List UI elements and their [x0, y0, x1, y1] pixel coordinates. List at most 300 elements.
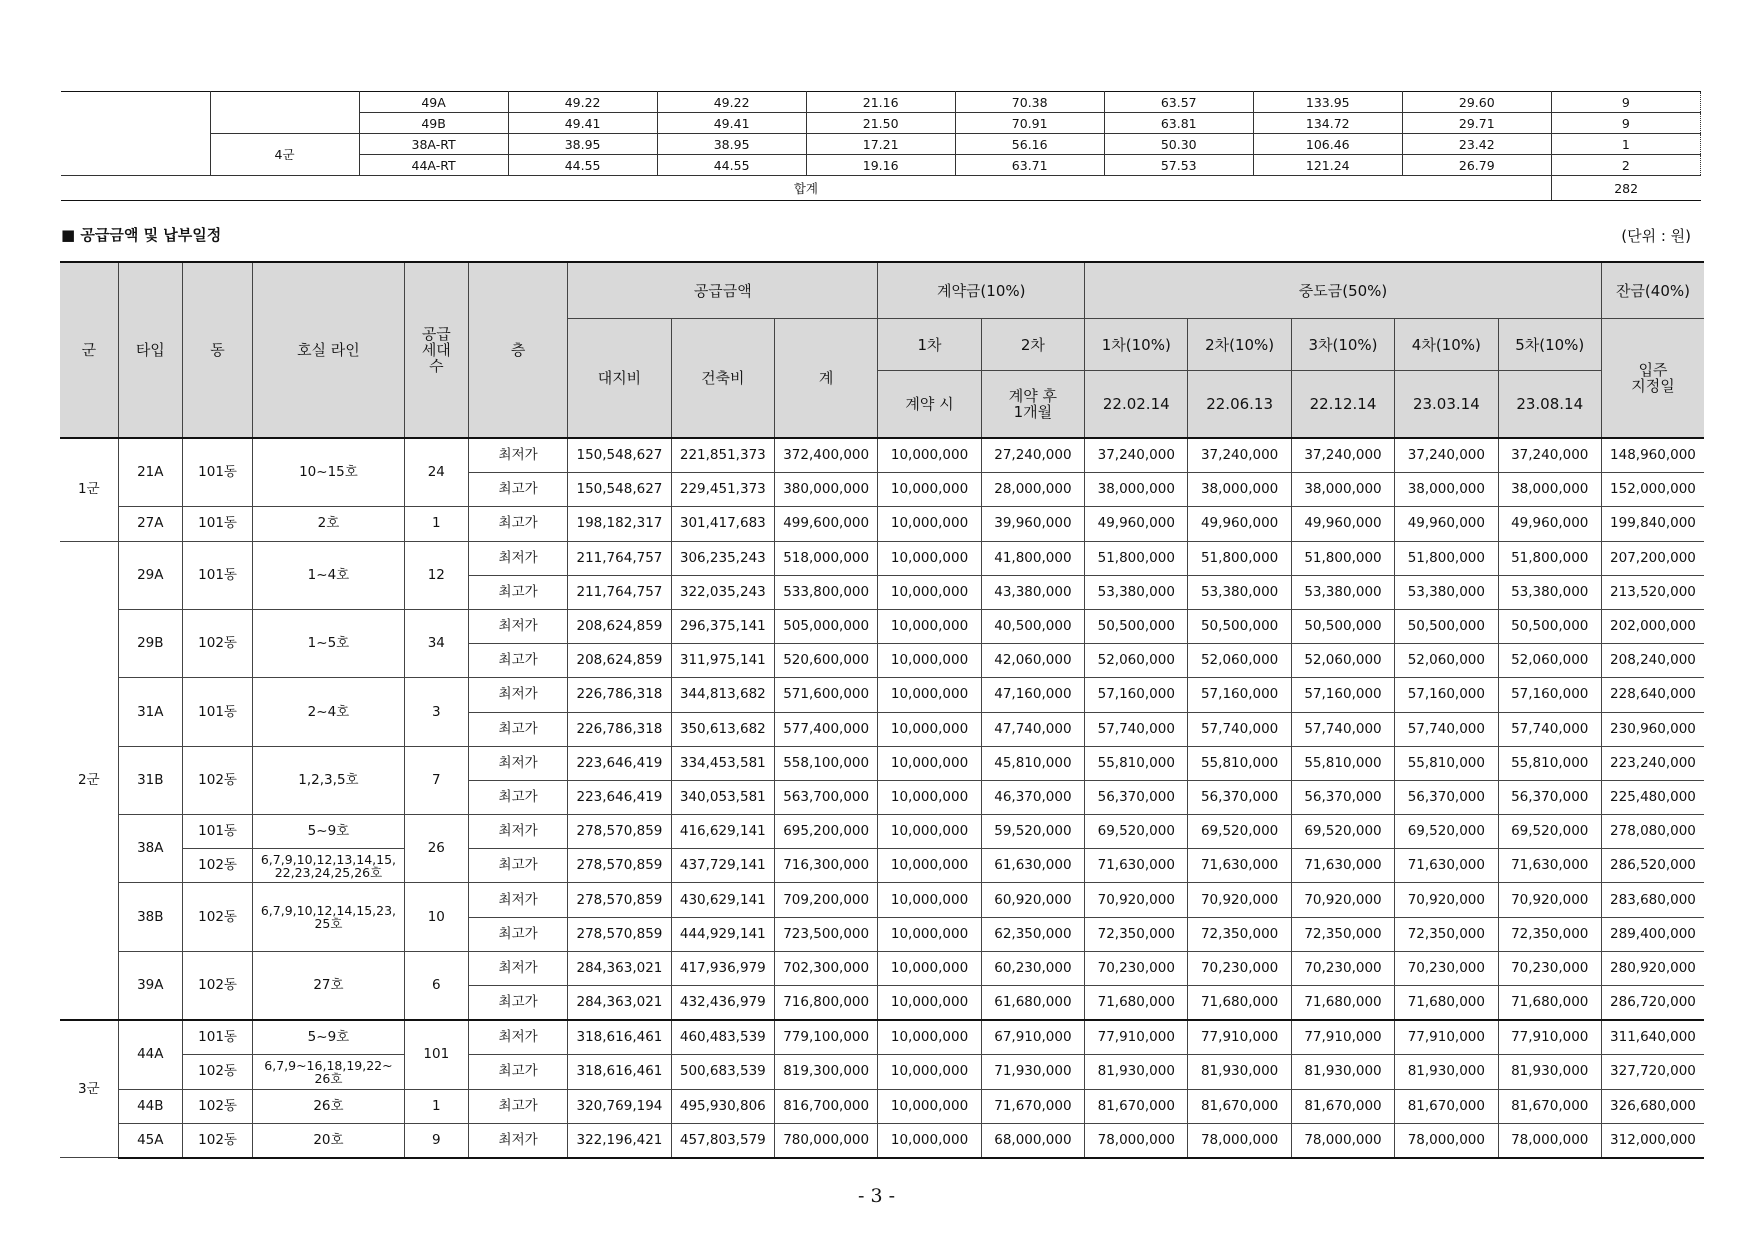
price-cell: 289,400,000 [1601, 917, 1704, 951]
price-cell: 10,000,000 [878, 541, 981, 575]
price-cell: 70,230,000 [1395, 951, 1498, 985]
price-cell: 57,160,000 [1395, 678, 1498, 712]
header-date1: 22.02.14 [1085, 371, 1188, 439]
total-label: 합계 [61, 176, 1551, 201]
units-cell: 24 [404, 438, 468, 507]
price-cell: 199,840,000 [1601, 507, 1704, 541]
table-row [60, 815, 1704, 849]
price-cell: 57,740,000 [1085, 712, 1188, 746]
price-cell: 10,000,000 [878, 678, 981, 712]
price-cell: 301,417,683 [671, 507, 774, 541]
price-cell: 52,060,000 [1395, 644, 1498, 678]
price-cell: 56,370,000 [1188, 780, 1291, 814]
price-cell: 49,960,000 [1395, 507, 1498, 541]
price-cell: 500,683,539 [671, 1055, 774, 1089]
floor-cell: 최고가 [468, 644, 567, 678]
dong-cell: 101동 [182, 678, 252, 746]
price-cell: 306,235,243 [671, 541, 774, 575]
dong-cell: 102동 [182, 883, 252, 951]
price-cell: 518,000,000 [774, 541, 877, 575]
price-cell: 71,630,000 [1498, 849, 1601, 883]
price-cell: 50,500,000 [1188, 609, 1291, 643]
price-cell: 71,680,000 [1291, 986, 1394, 1021]
table-row [60, 609, 1704, 643]
price-cell: 57,740,000 [1498, 712, 1601, 746]
value-cell: 134.72 [1253, 113, 1402, 134]
group-cell: 3군 [60, 1020, 118, 1158]
header-units: 공급 세대 수 [404, 262, 468, 438]
value-cell: 49.22 [657, 92, 806, 113]
value-cell: 44.55 [508, 155, 657, 176]
price-cell: 327,720,000 [1601, 1055, 1704, 1089]
price-cell: 70,230,000 [1498, 951, 1601, 985]
price-cell: 284,363,021 [568, 986, 671, 1021]
price-cell: 37,240,000 [1498, 438, 1601, 473]
price-cell: 49,960,000 [1085, 507, 1188, 541]
price-cell: 10,000,000 [878, 917, 981, 951]
price-cell: 344,813,682 [671, 678, 774, 712]
price-cell: 221,851,373 [671, 438, 774, 473]
value-cell: 49.41 [657, 113, 806, 134]
price-cell: 69,520,000 [1395, 815, 1498, 849]
value-cell: 29.71 [1402, 113, 1551, 134]
table-row [60, 678, 1704, 712]
floor-cell: 최고가 [468, 1089, 567, 1123]
price-cell: 819,300,000 [774, 1055, 877, 1089]
price-cell: 81,670,000 [1085, 1089, 1188, 1123]
price-cell: 520,600,000 [774, 644, 877, 678]
value-cell: 9 [1551, 92, 1700, 113]
price-cell: 72,350,000 [1188, 917, 1291, 951]
price-cell: 150,548,627 [568, 438, 671, 473]
units-cell: 10 [404, 883, 468, 951]
type-cell: 21A [118, 438, 182, 507]
price-cell: 340,053,581 [671, 780, 774, 814]
price-cell: 38,000,000 [1291, 473, 1394, 507]
price-cell: 10,000,000 [878, 986, 981, 1021]
dong-cell: 101동 [182, 541, 252, 609]
price-cell: 72,350,000 [1085, 917, 1188, 951]
price-cell: 322,035,243 [671, 575, 774, 609]
price-cell: 57,160,000 [1498, 678, 1601, 712]
table-row [60, 1020, 1704, 1055]
floor-cell: 최저가 [468, 746, 567, 780]
blank-cell [61, 92, 210, 176]
floor-cell: 최고가 [468, 986, 567, 1021]
price-cell: 10,000,000 [878, 815, 981, 849]
price-cell: 280,920,000 [1601, 951, 1704, 985]
price-cell: 77,910,000 [1395, 1020, 1498, 1055]
floor-cell: 최고가 [468, 917, 567, 951]
price-cell: 81,670,000 [1291, 1089, 1394, 1123]
price-cell: 723,500,000 [774, 917, 877, 951]
price-cell: 38,000,000 [1085, 473, 1188, 507]
price-cell: 150,548,627 [568, 473, 671, 507]
header-building: 건축비 [671, 319, 774, 439]
price-cell: 62,350,000 [981, 917, 1084, 951]
header-land: 대지비 [568, 319, 671, 439]
price-cell: 208,240,000 [1601, 644, 1704, 678]
price-cell: 320,769,194 [568, 1089, 671, 1123]
price-cell: 226,786,318 [568, 712, 671, 746]
line-cell: 26호 [253, 1089, 405, 1123]
price-cell: 533,800,000 [774, 575, 877, 609]
price-cell: 78,000,000 [1188, 1123, 1291, 1158]
type-cell: 45A [118, 1123, 182, 1158]
type-cell: 29B [118, 609, 182, 677]
line-cell: 1~4호 [253, 541, 405, 609]
floor-cell: 최고가 [468, 1055, 567, 1089]
floor-cell: 최저가 [468, 678, 567, 712]
price-cell: 51,800,000 [1291, 541, 1394, 575]
dong-cell: 102동 [182, 609, 252, 677]
price-cell: 57,160,000 [1188, 678, 1291, 712]
line-cell: 1,2,3,5호 [253, 746, 405, 814]
price-cell: 53,380,000 [1188, 575, 1291, 609]
header-sum: 계 [774, 319, 877, 439]
price-cell: 47,160,000 [981, 678, 1084, 712]
price-cell: 499,600,000 [774, 507, 877, 541]
units-cell: 3 [404, 678, 468, 746]
header-balance-when: 입주 지정일 [1601, 319, 1704, 439]
price-cell: 278,570,859 [568, 849, 671, 883]
price-cell: 286,520,000 [1601, 849, 1704, 883]
dong-cell: 102동 [182, 951, 252, 1020]
price-cell: 460,483,539 [671, 1020, 774, 1055]
price-cell: 709,200,000 [774, 883, 877, 917]
header-balance: 잔금(40%) [1601, 262, 1704, 319]
price-cell: 563,700,000 [774, 780, 877, 814]
price-cell: 78,000,000 [1498, 1123, 1601, 1158]
price-cell: 312,000,000 [1601, 1123, 1704, 1158]
value-cell: 1 [1551, 134, 1700, 155]
header-supply: 공급금액 [568, 262, 878, 319]
header-dep2: 2차 [981, 319, 1084, 371]
price-cell: 52,060,000 [1498, 644, 1601, 678]
price-cell: 37,240,000 [1291, 438, 1394, 473]
header-mid1: 1차(10%) [1085, 319, 1188, 371]
table-row [60, 1055, 1704, 1089]
price-cell: 278,570,859 [568, 883, 671, 917]
unit-note: (단위 : 원) [1621, 227, 1691, 245]
line-cell: 6,7,9,10,12,14,15,23, 25호 [253, 883, 405, 951]
line-cell: 10~15호 [253, 438, 405, 507]
price-cell: 55,810,000 [1498, 746, 1601, 780]
price-cell: 223,646,419 [568, 746, 671, 780]
price-cell: 45,810,000 [981, 746, 1084, 780]
value-cell: 57.53 [1104, 155, 1253, 176]
header-line: 호실 라인 [253, 262, 405, 438]
price-cell: 50,500,000 [1085, 609, 1188, 643]
value-cell: 17.21 [806, 134, 955, 155]
price-cell: 57,740,000 [1188, 712, 1291, 746]
value-cell: 9 [1551, 113, 1700, 134]
price-cell: 416,629,141 [671, 815, 774, 849]
price-cell: 61,680,000 [981, 986, 1084, 1021]
table-row [60, 1089, 1704, 1123]
price-cell: 318,616,461 [568, 1055, 671, 1089]
price-cell: 211,764,757 [568, 541, 671, 575]
value-cell: 21.16 [806, 92, 955, 113]
price-cell: 78,000,000 [1395, 1123, 1498, 1158]
price-cell: 10,000,000 [878, 780, 981, 814]
table-row [61, 134, 1701, 155]
header-date4: 23.03.14 [1395, 371, 1498, 439]
price-cell: 70,230,000 [1085, 951, 1188, 985]
dong-cell: 102동 [182, 1055, 252, 1089]
total-value: 282 [1551, 176, 1700, 201]
header-dep1: 1차 [878, 319, 981, 371]
floor-cell: 최고가 [468, 507, 567, 541]
price-cell: 56,370,000 [1291, 780, 1394, 814]
line-cell: 20호 [253, 1123, 405, 1158]
price-cell: 72,350,000 [1498, 917, 1601, 951]
price-cell: 55,810,000 [1395, 746, 1498, 780]
price-cell: 702,300,000 [774, 951, 877, 985]
floor-cell: 최고가 [468, 473, 567, 507]
line-cell: 6,7,9,10,12,13,14,15, 22,23,24,25,26호 [253, 849, 405, 883]
header-floor: 층 [468, 262, 567, 438]
type-cell: 38A [118, 815, 182, 883]
price-cell: 81,930,000 [1395, 1055, 1498, 1089]
price-cell: 444,929,141 [671, 917, 774, 951]
table-row [60, 507, 1704, 541]
price-cell: 38,000,000 [1498, 473, 1601, 507]
price-cell: 10,000,000 [878, 1089, 981, 1123]
price-cell: 213,520,000 [1601, 575, 1704, 609]
price-cell: 67,910,000 [981, 1020, 1084, 1055]
price-cell: 51,800,000 [1498, 541, 1601, 575]
area-table-continuation [61, 91, 1701, 201]
price-cell: 311,640,000 [1601, 1020, 1704, 1055]
price-cell: 318,616,461 [568, 1020, 671, 1055]
table-row [60, 951, 1704, 985]
header-dep2-when: 계약 후 1개월 [981, 371, 1084, 439]
price-cell: 49,960,000 [1498, 507, 1601, 541]
price-cell: 10,000,000 [878, 1123, 981, 1158]
type-cell: 38B [118, 883, 182, 951]
header-date5: 23.08.14 [1498, 371, 1601, 439]
price-cell: 779,100,000 [774, 1020, 877, 1055]
line-cell: 5~9호 [253, 815, 405, 849]
price-cell: 278,570,859 [568, 815, 671, 849]
supply-price-table [60, 261, 1704, 1159]
price-cell: 71,630,000 [1291, 849, 1394, 883]
blank-cell [210, 92, 359, 134]
type-cell: 38A-RT [359, 134, 508, 155]
price-cell: 208,624,859 [568, 644, 671, 678]
units-cell: 1 [404, 1089, 468, 1123]
price-cell: 716,800,000 [774, 986, 877, 1021]
price-cell: 56,370,000 [1498, 780, 1601, 814]
price-cell: 230,960,000 [1601, 712, 1704, 746]
price-cell: 278,570,859 [568, 917, 671, 951]
price-cell: 816,700,000 [774, 1089, 877, 1123]
price-cell: 225,480,000 [1601, 780, 1704, 814]
price-cell: 10,000,000 [878, 883, 981, 917]
price-cell: 77,910,000 [1498, 1020, 1601, 1055]
price-cell: 223,646,419 [568, 780, 671, 814]
header-type: 타입 [118, 262, 182, 438]
price-cell: 207,200,000 [1601, 541, 1704, 575]
price-cell: 10,000,000 [878, 644, 981, 678]
price-cell: 10,000,000 [878, 746, 981, 780]
value-cell: 21.50 [806, 113, 955, 134]
price-cell: 70,920,000 [1188, 883, 1291, 917]
units-cell: 1 [404, 507, 468, 541]
line-cell: 1~5호 [253, 609, 405, 677]
price-cell: 10,000,000 [878, 507, 981, 541]
dong-cell: 102동 [182, 1089, 252, 1123]
price-cell: 52,060,000 [1291, 644, 1394, 678]
price-cell: 350,613,682 [671, 712, 774, 746]
header-date3: 22.12.14 [1291, 371, 1394, 439]
price-cell: 695,200,000 [774, 815, 877, 849]
table-row [60, 541, 1704, 575]
price-cell: 51,800,000 [1395, 541, 1498, 575]
price-cell: 334,453,581 [671, 746, 774, 780]
type-cell: 49A [359, 92, 508, 113]
type-cell: 27A [118, 507, 182, 541]
price-cell: 69,520,000 [1291, 815, 1394, 849]
price-cell: 10,000,000 [878, 951, 981, 985]
price-cell: 57,160,000 [1291, 678, 1394, 712]
line-cell: 5~9호 [253, 1020, 405, 1055]
value-cell: 2 [1551, 155, 1700, 176]
price-cell: 229,451,373 [671, 473, 774, 507]
price-cell: 10,000,000 [878, 473, 981, 507]
header-mid4: 4차(10%) [1395, 319, 1498, 371]
units-cell: 7 [404, 746, 468, 814]
floor-cell: 최저가 [468, 609, 567, 643]
price-cell: 198,182,317 [568, 507, 671, 541]
price-cell: 38,000,000 [1188, 473, 1291, 507]
price-cell: 81,670,000 [1188, 1089, 1291, 1123]
price-cell: 70,920,000 [1395, 883, 1498, 917]
price-cell: 202,000,000 [1601, 609, 1704, 643]
price-cell: 69,520,000 [1085, 815, 1188, 849]
price-cell: 284,363,021 [568, 951, 671, 985]
type-cell: 44A [118, 1020, 182, 1089]
table-row [60, 746, 1704, 780]
price-cell: 72,350,000 [1395, 917, 1498, 951]
value-cell: 70.91 [955, 113, 1104, 134]
header-dong: 동 [182, 262, 252, 438]
price-cell: 49,960,000 [1291, 507, 1394, 541]
price-cell: 278,080,000 [1601, 815, 1704, 849]
price-cell: 53,380,000 [1498, 575, 1601, 609]
price-cell: 71,630,000 [1395, 849, 1498, 883]
floor-cell: 최고가 [468, 712, 567, 746]
value-cell: 63.57 [1104, 92, 1253, 113]
header-middle: 중도금(50%) [1085, 262, 1602, 319]
units-cell: 12 [404, 541, 468, 609]
value-cell: 106.46 [1253, 134, 1402, 155]
value-cell: 38.95 [508, 134, 657, 155]
price-cell: 71,630,000 [1188, 849, 1291, 883]
price-cell: 37,240,000 [1395, 438, 1498, 473]
header-dep1-when: 계약 시 [878, 371, 981, 439]
value-cell: 133.95 [1253, 92, 1402, 113]
header-mid5: 5차(10%) [1498, 319, 1601, 371]
header-mid2: 2차(10%) [1188, 319, 1291, 371]
price-cell: 55,810,000 [1188, 746, 1291, 780]
dong-cell: 101동 [182, 438, 252, 507]
table-row [60, 1123, 1704, 1158]
price-cell: 780,000,000 [774, 1123, 877, 1158]
price-cell: 42,060,000 [981, 644, 1084, 678]
price-cell: 10,000,000 [878, 609, 981, 643]
price-cell: 60,920,000 [981, 883, 1084, 917]
price-cell: 10,000,000 [878, 849, 981, 883]
price-cell: 57,740,000 [1291, 712, 1394, 746]
price-cell: 50,500,000 [1498, 609, 1601, 643]
price-cell: 55,810,000 [1085, 746, 1188, 780]
price-cell: 70,230,000 [1291, 951, 1394, 985]
line-cell: 2~4호 [253, 678, 405, 746]
group-cell: 1군 [60, 438, 118, 541]
value-cell: 44.55 [657, 155, 806, 176]
price-cell: 372,400,000 [774, 438, 877, 473]
price-cell: 70,920,000 [1085, 883, 1188, 917]
units-cell: 9 [404, 1123, 468, 1158]
price-cell: 71,630,000 [1085, 849, 1188, 883]
price-cell: 70,230,000 [1188, 951, 1291, 985]
price-cell: 558,100,000 [774, 746, 877, 780]
price-cell: 81,930,000 [1291, 1055, 1394, 1089]
dong-cell: 101동 [182, 507, 252, 541]
price-cell: 47,740,000 [981, 712, 1084, 746]
type-cell: 31A [118, 678, 182, 746]
value-cell: 49.22 [508, 92, 657, 113]
floor-cell: 최고가 [468, 849, 567, 883]
price-cell: 41,800,000 [981, 541, 1084, 575]
type-cell: 44A-RT [359, 155, 508, 176]
units-cell: 101 [404, 1020, 468, 1089]
value-cell: 38.95 [657, 134, 806, 155]
total-row [61, 176, 1701, 201]
price-cell: 81,670,000 [1395, 1089, 1498, 1123]
price-cell: 505,000,000 [774, 609, 877, 643]
price-cell: 51,800,000 [1188, 541, 1291, 575]
price-cell: 27,240,000 [981, 438, 1084, 473]
price-cell: 28,000,000 [981, 473, 1084, 507]
price-cell: 40,500,000 [981, 609, 1084, 643]
price-cell: 211,764,757 [568, 575, 671, 609]
table-row [60, 883, 1704, 917]
value-cell: 56.16 [955, 134, 1104, 155]
price-cell: 39,960,000 [981, 507, 1084, 541]
price-cell: 223,240,000 [1601, 746, 1704, 780]
value-cell: 23.42 [1402, 134, 1551, 155]
price-cell: 437,729,141 [671, 849, 774, 883]
header-mid3: 3차(10%) [1291, 319, 1394, 371]
header-group: 군 [60, 262, 118, 438]
price-cell: 208,624,859 [568, 609, 671, 643]
value-cell: 49.41 [508, 113, 657, 134]
price-cell: 51,800,000 [1085, 541, 1188, 575]
price-cell: 53,380,000 [1085, 575, 1188, 609]
price-cell: 432,436,979 [671, 986, 774, 1021]
units-cell: 6 [404, 951, 468, 1020]
price-cell: 81,930,000 [1498, 1055, 1601, 1089]
dong-cell: 102동 [182, 1123, 252, 1158]
price-cell: 69,520,000 [1498, 815, 1601, 849]
price-cell: 311,975,141 [671, 644, 774, 678]
price-cell: 78,000,000 [1085, 1123, 1188, 1158]
value-cell: 63.81 [1104, 113, 1253, 134]
type-cell: 44B [118, 1089, 182, 1123]
